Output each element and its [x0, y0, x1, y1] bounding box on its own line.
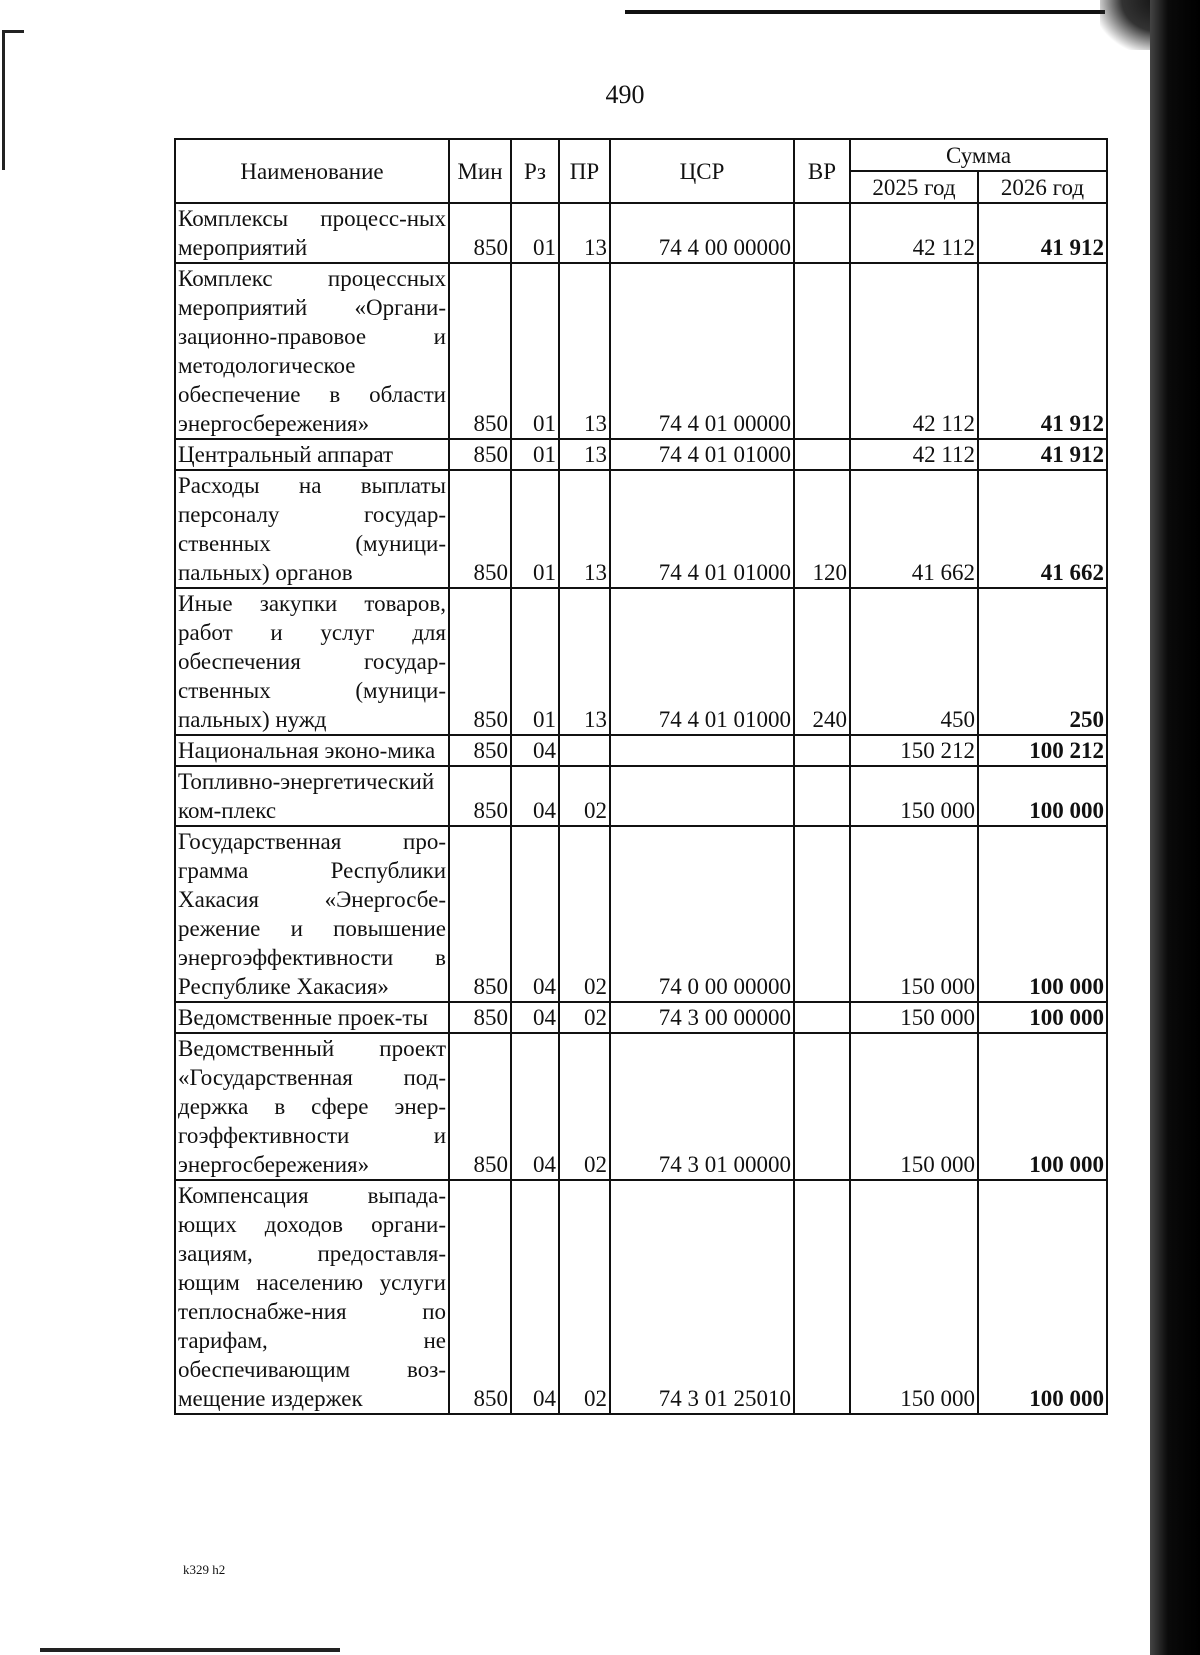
- table-row: [175, 439, 1107, 470]
- cell-csr: 74 4 00 00000: [610, 203, 794, 263]
- table-row: [175, 1033, 1107, 1180]
- cell-rz: 04: [511, 1180, 559, 1414]
- cell-min: 850: [449, 1002, 511, 1033]
- cell-2025: 150 000: [850, 766, 978, 826]
- header-vr: ВР: [794, 139, 850, 203]
- table-row: [175, 470, 1107, 588]
- cell-name: Национальная эконо-мика: [175, 735, 449, 766]
- cell-2025: 150 000: [850, 1033, 978, 1180]
- cell-min: 850: [449, 203, 511, 263]
- cell-2025: 42 112: [850, 203, 978, 263]
- cell-csr: 74 4 01 01000: [610, 588, 794, 735]
- cell-pr: 13: [559, 470, 610, 588]
- cell-vr: [794, 203, 850, 263]
- cell-name: Ведомственные проек-ты: [175, 1002, 449, 1033]
- header-sum: Сумма: [850, 139, 1107, 171]
- cell-vr: [794, 439, 850, 470]
- cell-2026: 100 000: [978, 766, 1107, 826]
- cell-2026: 100 000: [978, 826, 1107, 1002]
- cell-rz: 01: [511, 263, 559, 439]
- header-name: Наименование: [175, 139, 449, 203]
- cell-min: 850: [449, 1180, 511, 1414]
- budget-table: [174, 138, 1108, 1415]
- header-rz: Рз: [511, 139, 559, 203]
- cell-name: Ведомственный проект «Государственная под-держка в сфере энер-гоэффективности и энергосбережения»: [175, 1033, 449, 1180]
- cell-pr: 13: [559, 203, 610, 263]
- footer-code: k329 h2: [183, 1562, 226, 1577]
- cell-2026: 100 000: [978, 1033, 1107, 1180]
- cell-pr: 02: [559, 1180, 610, 1414]
- cell-vr: [794, 263, 850, 439]
- cell-2025: 42 112: [850, 439, 978, 470]
- table-row: [175, 1002, 1107, 1033]
- cell-vr: [794, 1180, 850, 1414]
- cell-2026: 100 000: [978, 1180, 1107, 1414]
- cell-min: 850: [449, 588, 511, 735]
- cell-csr: 74 3 01 25010: [610, 1180, 794, 1414]
- cell-pr: 13: [559, 439, 610, 470]
- scan-edge-top: [625, 10, 1105, 14]
- cell-csr: [610, 735, 794, 766]
- cell-csr: [610, 766, 794, 826]
- cell-2026: 100 000: [978, 1002, 1107, 1033]
- cell-min: 850: [449, 1033, 511, 1180]
- cell-name: Комплекс процессных мероприятий «Органи-зационно-правовое и методологическое обеспечение в области энергосбережения»: [175, 263, 449, 439]
- cell-name: Комплексы процесс-ных мероприятий: [175, 203, 449, 263]
- cell-min: 850: [449, 439, 511, 470]
- header-csr: ЦСР: [610, 139, 794, 203]
- cell-name: Расходы на выплаты персоналу государ-ственных (муници-пальных) органов: [175, 470, 449, 588]
- cell-vr: [794, 826, 850, 1002]
- cell-csr: 74 0 00 00000: [610, 826, 794, 1002]
- cell-rz: 04: [511, 766, 559, 826]
- cell-csr: 74 4 01 01000: [610, 470, 794, 588]
- cell-rz: 04: [511, 826, 559, 1002]
- page-number: 490: [605, 80, 645, 109]
- header-2026: 2026 год: [978, 171, 1107, 203]
- cell-2025: 42 112: [850, 263, 978, 439]
- cell-2026: 250: [978, 588, 1107, 735]
- table-row: [175, 263, 1107, 439]
- cell-2026: 41 662: [978, 470, 1107, 588]
- table-header: [175, 139, 1107, 203]
- cell-min: 850: [449, 470, 511, 588]
- header-2025: 2025 год: [850, 171, 978, 203]
- cell-vr: [794, 1002, 850, 1033]
- cell-min: 850: [449, 766, 511, 826]
- cell-vr: 240: [794, 588, 850, 735]
- cell-vr: [794, 735, 850, 766]
- table-row: [175, 588, 1107, 735]
- cell-csr: 74 4 01 00000: [610, 263, 794, 439]
- cell-2026: 41 912: [978, 439, 1107, 470]
- cell-pr: 02: [559, 1033, 610, 1180]
- cell-pr: 02: [559, 766, 610, 826]
- header-pr: ПР: [559, 139, 610, 203]
- scan-edge-left-tick: [2, 30, 24, 33]
- cell-2025: 41 662: [850, 470, 978, 588]
- cell-min: 850: [449, 735, 511, 766]
- cell-2025: 150 212: [850, 735, 978, 766]
- table-row: [175, 735, 1107, 766]
- table-row: [175, 1180, 1107, 1414]
- header-min: Мин: [449, 139, 511, 203]
- cell-2026: 100 212: [978, 735, 1107, 766]
- cell-csr: 74 4 01 01000: [610, 439, 794, 470]
- cell-2026: 41 912: [978, 203, 1107, 263]
- cell-rz: 01: [511, 203, 559, 263]
- cell-2025: 150 000: [850, 826, 978, 1002]
- cell-vr: 120: [794, 470, 850, 588]
- cell-rz: 01: [511, 588, 559, 735]
- cell-rz: 04: [511, 735, 559, 766]
- table-body: [175, 203, 1107, 1414]
- cell-pr: 13: [559, 263, 610, 439]
- cell-2025: 150 000: [850, 1002, 978, 1033]
- cell-csr: 74 3 01 00000: [610, 1033, 794, 1180]
- cell-name: Центральный аппарат: [175, 439, 449, 470]
- cell-name: Топливно-энергетический ком-плекс: [175, 766, 449, 826]
- cell-pr: [559, 735, 610, 766]
- cell-rz: 04: [511, 1002, 559, 1033]
- cell-vr: [794, 1033, 850, 1180]
- cell-pr: 02: [559, 1002, 610, 1033]
- cell-vr: [794, 766, 850, 826]
- cell-2026: 41 912: [978, 263, 1107, 439]
- table-row: [175, 766, 1107, 826]
- scan-edge-right: [1150, 0, 1200, 1655]
- cell-rz: 01: [511, 470, 559, 588]
- cell-name: Государственная про-грамма Республики Хакасия «Энергосбе-режение и повышение энергоэффективности в Республике Хакасия»: [175, 826, 449, 1002]
- cell-pr: 02: [559, 826, 610, 1002]
- cell-name: Компенсация выпада-ющих доходов органи-зациям, предоставля-ющим населению услуги теплоснабже-ния по тарифам, не обеспечивающим воз-мещение издержек: [175, 1180, 449, 1414]
- cell-2025: 450: [850, 588, 978, 735]
- cell-name: Иные закупки товаров, работ и услуг для обеспечения государ-ственных (муници-пальных) нужд: [175, 588, 449, 735]
- cell-csr: 74 3 00 00000: [610, 1002, 794, 1033]
- cell-min: 850: [449, 826, 511, 1002]
- cell-rz: 04: [511, 1033, 559, 1180]
- table-row: [175, 826, 1107, 1002]
- table-row: [175, 203, 1107, 263]
- cell-2025: 150 000: [850, 1180, 978, 1414]
- cell-pr: 13: [559, 588, 610, 735]
- cell-min: 850: [449, 263, 511, 439]
- scan-edge-bottom: [40, 1648, 340, 1652]
- cell-rz: 01: [511, 439, 559, 470]
